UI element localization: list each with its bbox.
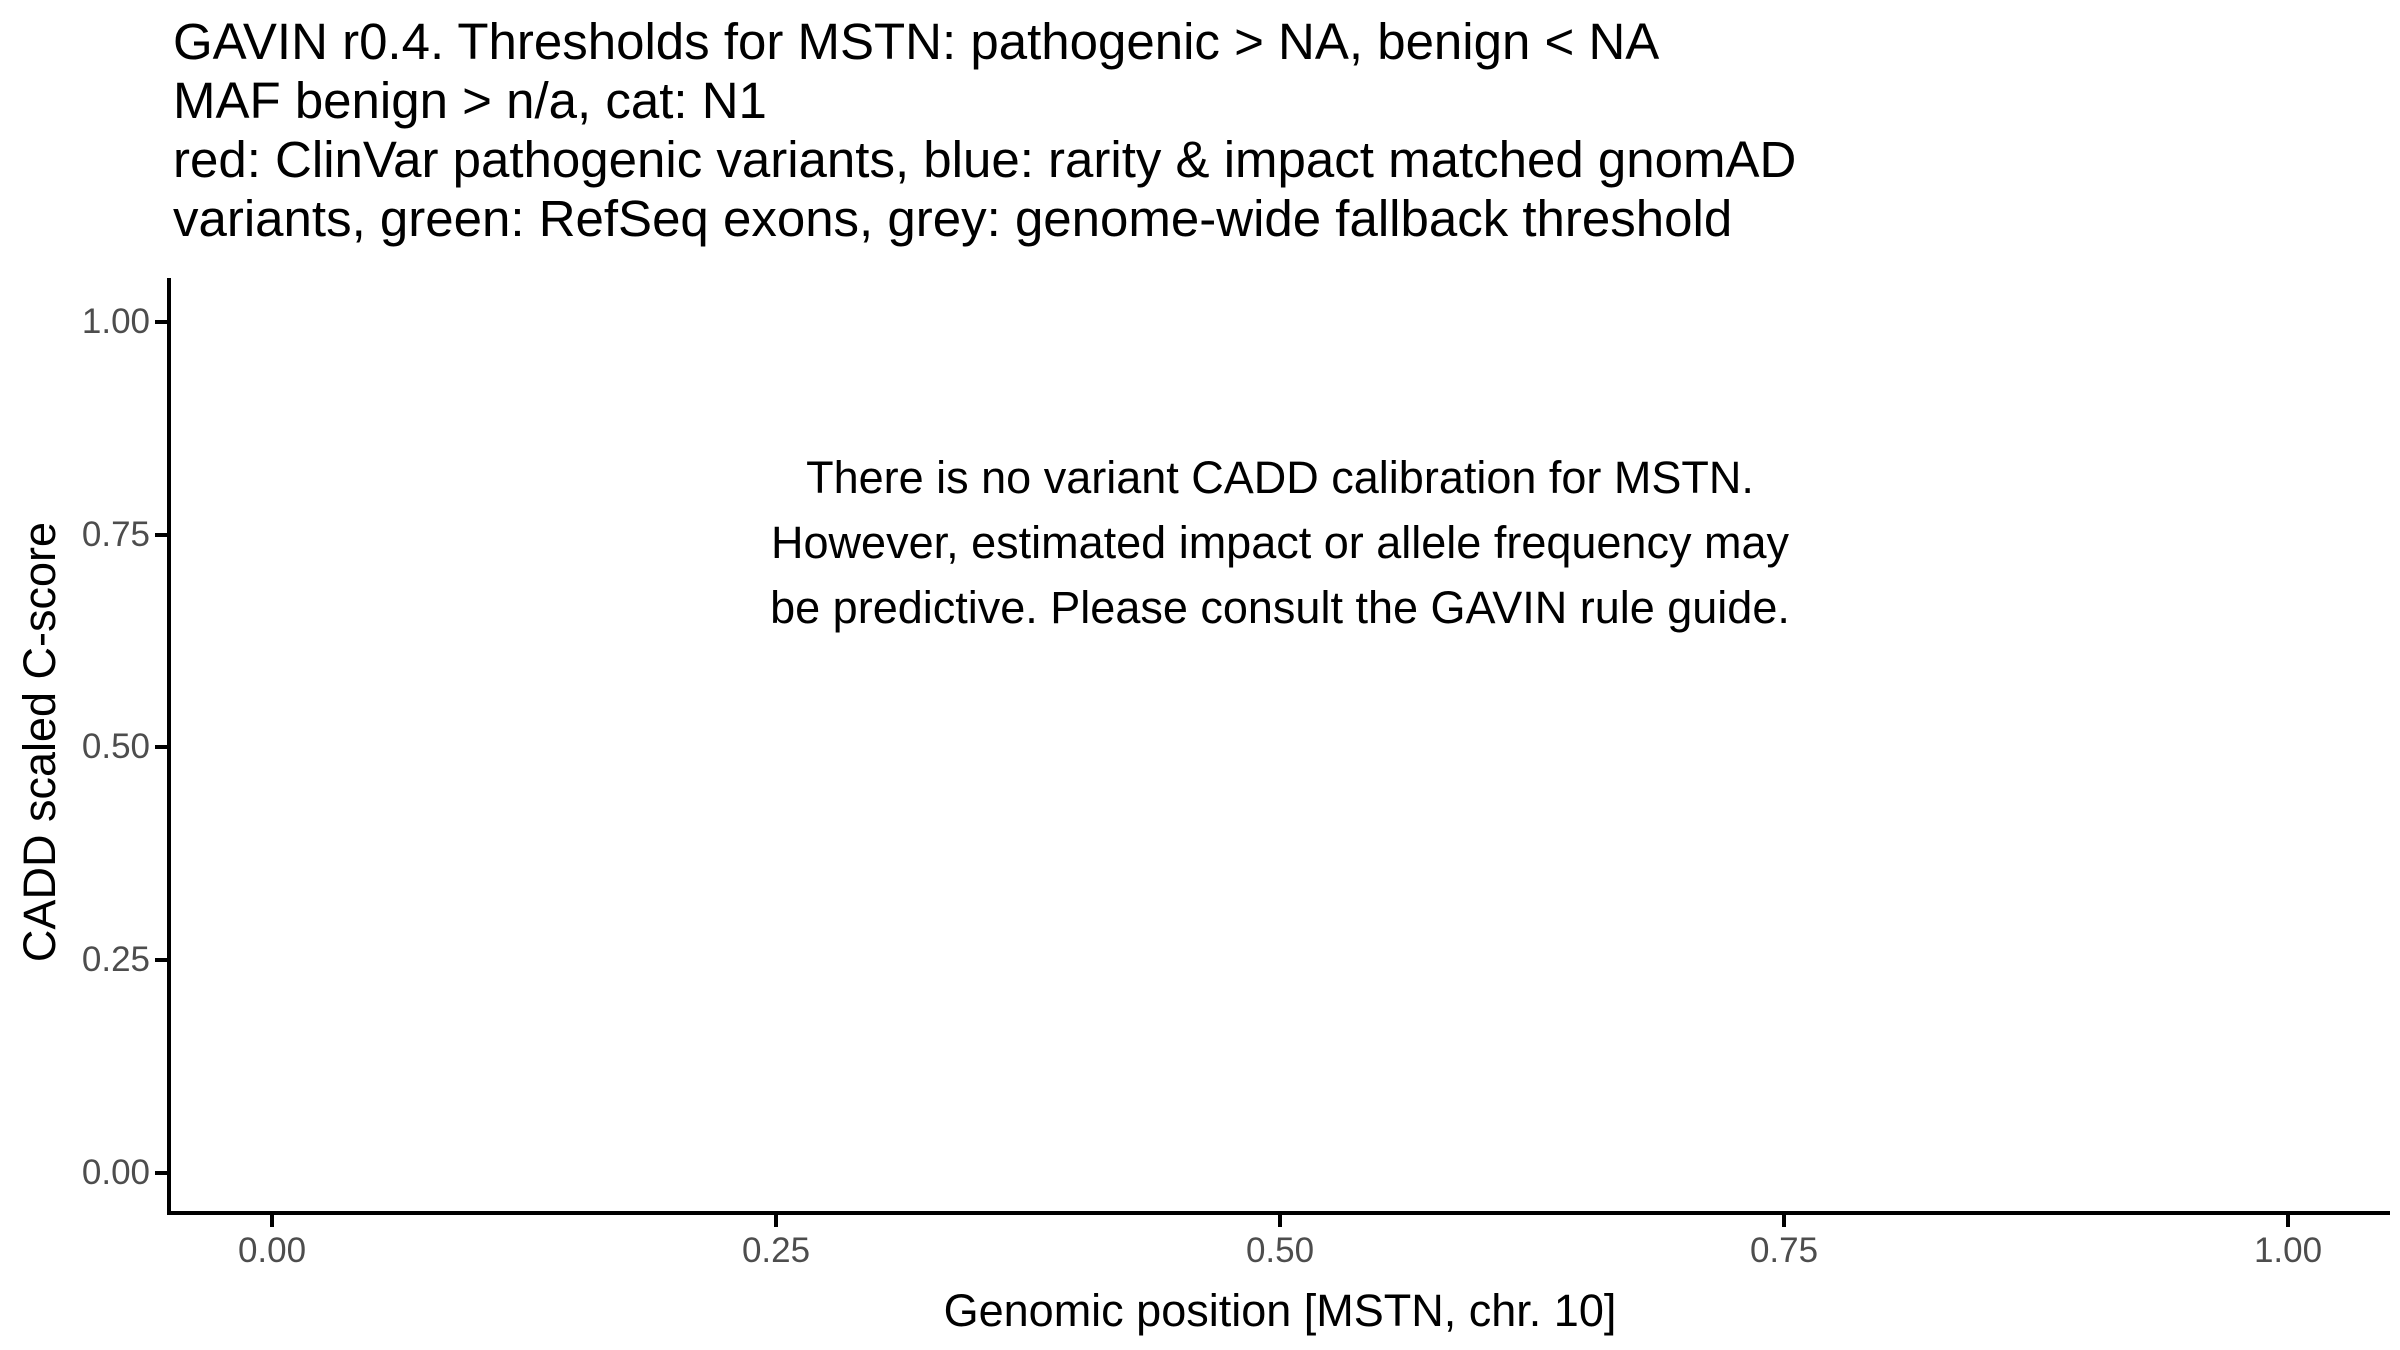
plot-title-line-3: red: ClinVar pathogenic variants, blue: rarity & impact matched gnomAD bbox=[173, 131, 1797, 188]
annotation-line-3: be predictive. Please consult the GAVIN rule guide. bbox=[770, 582, 1790, 633]
x-tick-mark bbox=[1782, 1215, 1786, 1227]
x-tick-label: 1.00 bbox=[2253, 1231, 2323, 1270]
x-tick-label: 0.25 bbox=[741, 1231, 811, 1270]
y-axis-line bbox=[167, 278, 171, 1215]
y-tick-mark bbox=[155, 320, 167, 324]
x-axis-title: Genomic position [MSTN, chr. 10] bbox=[943, 1285, 1617, 1336]
plot-title-line-2: MAF benign > n/a, cat: N1 bbox=[173, 72, 767, 129]
y-tick-label: 0.75 bbox=[81, 515, 150, 554]
plot-panel bbox=[170, 278, 2390, 1213]
plot-title-line-1: GAVIN r0.4. Thresholds for MSTN: pathogenic > NA, benign < NA bbox=[173, 13, 1660, 70]
y-axis-title: CADD scaled C-score bbox=[14, 521, 65, 963]
x-tick-mark bbox=[2286, 1215, 2290, 1227]
plot-title-line-4: variants, green: RefSeq exons, grey: genome-wide fallback threshold bbox=[173, 190, 1733, 247]
y-tick-mark bbox=[155, 745, 167, 749]
y-tick-mark bbox=[155, 1171, 167, 1175]
y-tick-label: 0.25 bbox=[81, 940, 150, 979]
y-tick-label: 1.00 bbox=[81, 302, 150, 341]
y-tick-label: 0.50 bbox=[81, 727, 150, 766]
y-tick-mark bbox=[155, 533, 167, 537]
x-tick-mark bbox=[1278, 1215, 1282, 1227]
plot-title bbox=[173, 12, 1796, 248]
x-tick-label: 0.00 bbox=[237, 1231, 307, 1270]
y-tick-mark bbox=[155, 958, 167, 962]
annotation-line-2: However, estimated impact or allele frequency may bbox=[771, 517, 1789, 568]
annotation-line-1: There is no variant CADD calibration for MSTN. bbox=[806, 452, 1754, 503]
annotation-text bbox=[170, 445, 2390, 640]
y-tick-label: 0.00 bbox=[81, 1153, 150, 1192]
x-tick-mark bbox=[774, 1215, 778, 1227]
x-tick-mark bbox=[270, 1215, 274, 1227]
x-tick-label: 0.50 bbox=[1245, 1231, 1315, 1270]
x-tick-label: 0.75 bbox=[1749, 1231, 1819, 1270]
